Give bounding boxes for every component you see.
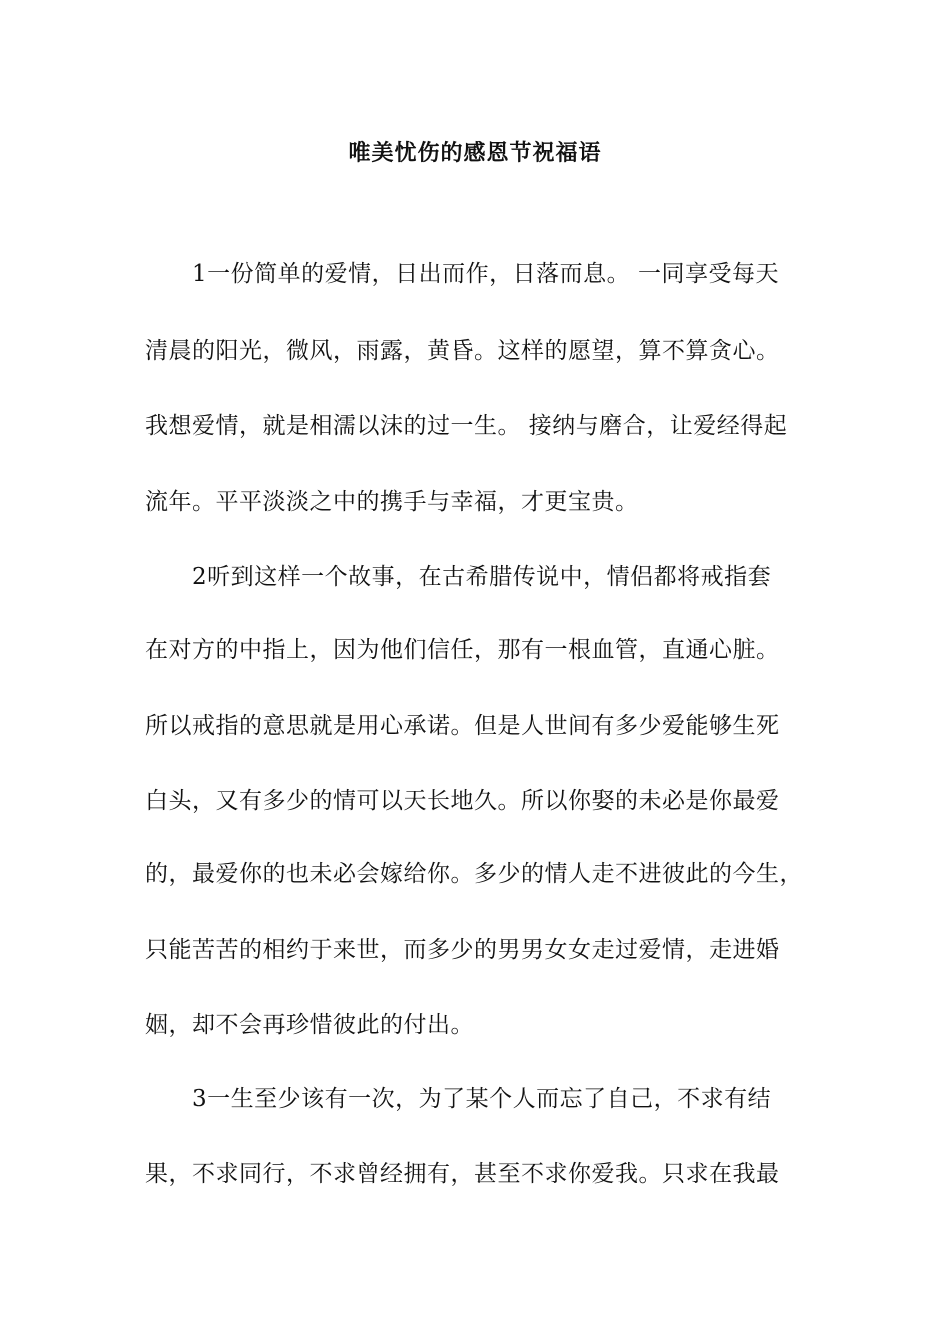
paragraph-line: 2听到这样一个故事，在古希腊传说中，情侣都将戒指套: [192, 564, 772, 590]
paragraph-line: 我想爱情，就是相濡以沫的过一生。 接纳与磨合，让爱经得起: [145, 413, 788, 439]
paragraph-line: 3一生至少该有一次，为了某个人而忘了自己，不求有结: [192, 1086, 772, 1112]
paragraph-line: 所以戒指的意思就是用心承诺。但是人世间有多少爱能够生死: [145, 713, 780, 739]
paragraph-line: 只能苦苦的相约于来世，而多少的男男女女走过爱情，走进婚: [145, 937, 780, 963]
paragraph-line: 在对方的中指上，因为他们信任，那有一根血管，直通心脏。: [145, 637, 780, 663]
paragraph-line: 的，最爱你的也未必会嫁给你。多少的情人走不进彼此的今生，: [145, 861, 803, 887]
paragraph-line: 清晨的阳光，微风，雨露，黄昏。这样的愿望，算不算贪心。: [145, 338, 780, 364]
paragraph-line: 果，不求同行，不求曾经拥有，甚至不求你爱我。只求在我最: [145, 1161, 780, 1187]
paragraph-line: 姻，却不会再珍惜彼此的付出。: [145, 1012, 474, 1038]
paragraph-line: 流年。平平淡淡之中的携手与幸福，才更宝贵。: [145, 489, 639, 515]
document-title: 唯美忧伤的感恩节祝福语: [348, 140, 602, 166]
paragraph-line: 1一份简单的爱情，日出而作，日落而息。 一同享受每天: [192, 261, 779, 287]
paragraph-line: 白头，又有多少的情可以天长地久。所以你娶的未必是你最爱: [145, 788, 780, 814]
